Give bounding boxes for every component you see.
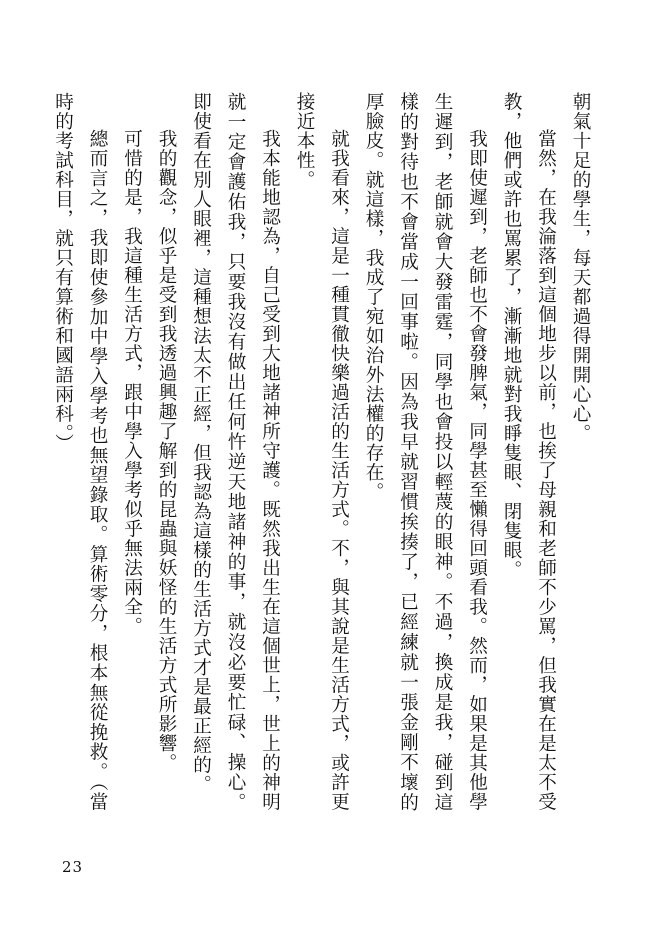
paragraph-8: 總而言之，我即使參加中學入學考也無望錄取。算術零分，根本無從挽救。（當時的考試科目，就只有算術和國語兩科。） [52, 92, 108, 812]
paragraph-6: 我的觀念，似乎是受到我透過興趣了解到的昆蟲與妖怪的生活方式所影響。 [156, 129, 177, 773]
paragraph-2: 當然，在我淪落到這個地步以前，也挨了母親和老師不少罵，但我實在是太不受教，他們或許也罵累了，漸漸地就對我睜隻眼、閉隻眼。 [501, 92, 557, 812]
paragraph-5: 我本能地認為，自己受到大地諸神所守護。既然我出生在這個世上，世上的神明就一定會護佑我，只要我沒有做出任何忤逆天地諸神的事，就沒必要忙碌、操心。即使看在別人眼裡，這種想法太不正經，但我認為這樣的生活方式才是最正經的。 [190, 92, 281, 812]
page-number: 23 [62, 858, 84, 876]
paragraph-7: 可惜的是，我這種生活方式，跟中學入學考似乎無法兩全。 [121, 129, 143, 637]
paragraph-4: 就我看來，這是一種貫徹快樂過活的生活方式。不，與其說是生活方式，或許更接近本性。 [294, 92, 350, 812]
vertical-text-body [52, 92, 597, 812]
paragraph-1: 朝氣十足的學生，每天都過得開開心心。 [570, 92, 591, 443]
paragraph-3: 我即使遲到，老師也不會發脾氣，同學甚至懶得回頭看我。然而，如果是其他學生遲到，老師就會大發雷霆，同學也會投以輕蔑的眼神。不過，換成是我，碰到這樣的對待也不會當成一回事啦。因為我早就習慣挨揍了，已經練就一張金剛不壞的厚臉皮。就這樣，我成了宛如治外法權的存在。 [363, 92, 488, 812]
